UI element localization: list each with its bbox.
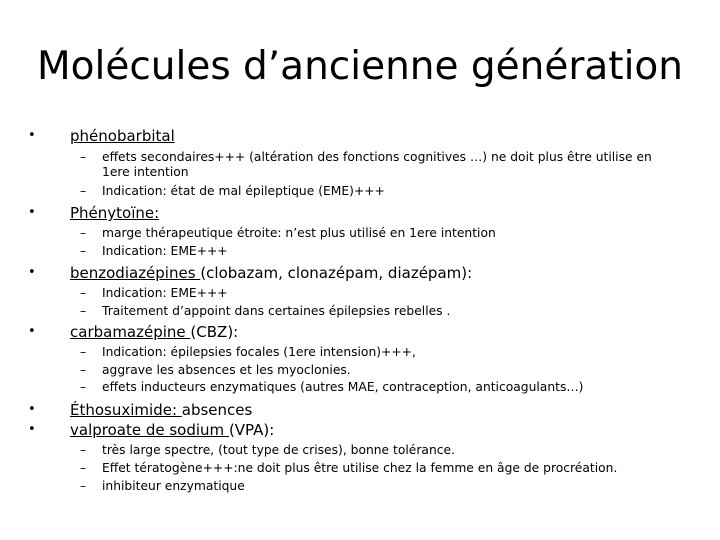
drug-detail: absences bbox=[181, 401, 253, 419]
sub-item bbox=[80, 479, 245, 494]
sub-item-text: Indication: EME+++ bbox=[102, 244, 228, 258]
dash-icon: – bbox=[80, 150, 87, 164]
sub-item-text: inhibiteur enzymatique bbox=[102, 479, 245, 493]
sub-item bbox=[80, 150, 652, 165]
drug-detail: (clobazam, clonazépam, diazépam): bbox=[200, 264, 473, 282]
bullet-icon: • bbox=[28, 324, 36, 339]
bullet-benzodiazepines bbox=[70, 264, 472, 282]
sub-item bbox=[80, 184, 385, 199]
bullet-icon: • bbox=[28, 128, 36, 143]
drug-name: valproate de sodium bbox=[70, 421, 229, 439]
dash-icon: – bbox=[80, 244, 87, 258]
sub-item-text: Indication: EME+++ bbox=[102, 286, 228, 300]
dash-icon: – bbox=[80, 345, 87, 359]
drug-name: Éthosuximide: bbox=[70, 401, 182, 419]
bullet-phenytoine bbox=[70, 204, 159, 222]
sub-item-text: aggrave les absences et les myoclonies. bbox=[102, 363, 351, 377]
sub-item bbox=[80, 363, 351, 378]
dash-icon: – bbox=[80, 363, 87, 377]
bullet-icon: • bbox=[28, 402, 36, 417]
drug-name: Phénytoïne: bbox=[70, 204, 160, 222]
sub-item-text: marge thérapeutique étroite: n’est plus utilisé en 1ere intention bbox=[102, 226, 496, 240]
bullet-icon: • bbox=[28, 422, 36, 437]
sub-item-text: très large spectre, (tout type de crises), bonne tolérance. bbox=[102, 443, 455, 457]
sub-item bbox=[80, 461, 617, 476]
sub-item bbox=[80, 345, 416, 360]
bullet-valproate bbox=[70, 421, 274, 439]
slide-title: Molécules d’ancienne génération bbox=[36, 44, 683, 89]
dash-icon: – bbox=[80, 479, 87, 493]
sub-item bbox=[80, 226, 496, 241]
sub-item bbox=[80, 286, 228, 301]
drug-name: carbamazépine bbox=[70, 323, 191, 341]
bullet-phenobarbital bbox=[70, 127, 175, 145]
bullet-icon: • bbox=[28, 265, 36, 280]
sub-item bbox=[80, 304, 450, 319]
drug-name: benzodiazépines bbox=[70, 264, 201, 282]
sub-item bbox=[80, 443, 455, 458]
sub-item bbox=[80, 380, 583, 395]
bullet-icon: • bbox=[28, 205, 36, 220]
sub-item-text: effets inducteurs enzymatiques (autres MAE, contraception, anticoagulants…) bbox=[102, 380, 584, 394]
bullet-carbamazepine bbox=[70, 323, 238, 341]
drug-name: phénobarbital bbox=[70, 127, 175, 145]
sub-item bbox=[80, 244, 228, 259]
drug-detail: (CBZ): bbox=[190, 323, 239, 341]
dash-icon: – bbox=[80, 380, 87, 394]
dash-icon: – bbox=[80, 461, 87, 475]
drug-detail: (VPA): bbox=[228, 421, 275, 439]
sub-item-text: Indication: épilepsies focales (1ere intension)+++, bbox=[102, 345, 416, 359]
dash-icon: – bbox=[80, 226, 87, 240]
sub-item-continuation: 1ere intention bbox=[102, 165, 189, 179]
bullet-ethosuximide bbox=[70, 401, 252, 419]
sub-item-text: Traitement d’appoint dans certaines épilepsies rebelles . bbox=[102, 304, 451, 318]
sub-item-text: Effet tératogène+++:ne doit plus être utilise chez la femme en âge de procréation. bbox=[102, 461, 618, 475]
sub-item-text: Indication: état de mal épileptique (EME)+++ bbox=[102, 184, 385, 198]
sub-item-text: effets secondaires+++ (altération des fonctions cognitives …) ne doit plus être utilise en bbox=[102, 150, 652, 164]
dash-icon: – bbox=[80, 443, 87, 457]
dash-icon: – bbox=[80, 286, 87, 300]
dash-icon: – bbox=[80, 304, 87, 318]
dash-icon: – bbox=[80, 184, 87, 198]
